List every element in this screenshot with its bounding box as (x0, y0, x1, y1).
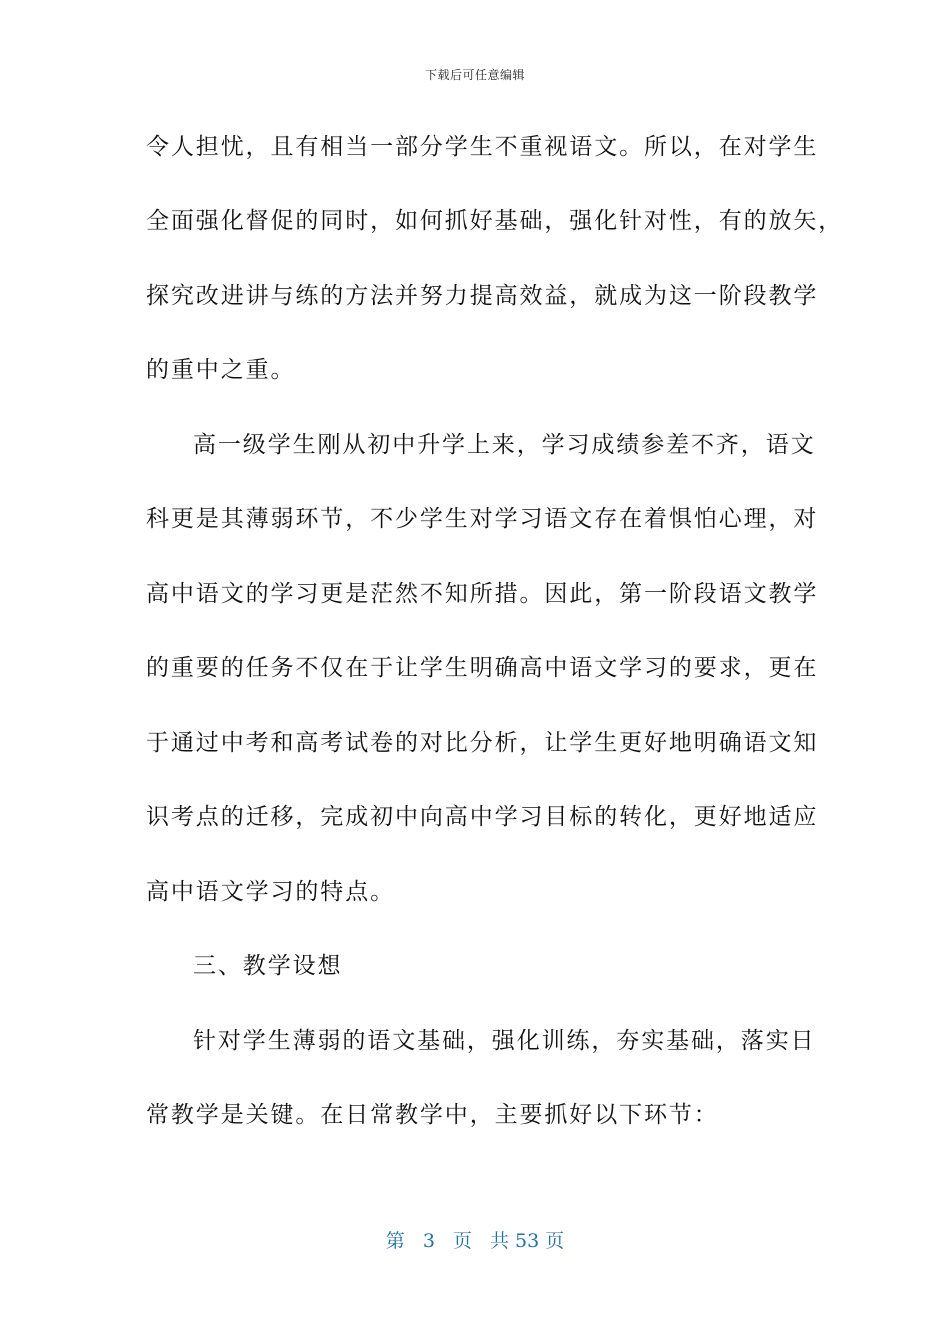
current-page-number: 3 (422, 1230, 435, 1252)
text-line: 于通过中考和高考试卷的对比分析，让学生更好地明确语文知 (146, 730, 819, 756)
footer-label-ye-total: 页 (545, 1230, 565, 1252)
text-line: 全面强化督促的同时，如何抓好基础，强化针对性，有的放矢， (146, 208, 844, 234)
text-line: 高中语文学习的特点。 (146, 879, 395, 905)
footer-label-ye: 页 (452, 1230, 472, 1252)
text-line: 科更是其薄弱环节，不少学生对学习语文存在着惧怕心理，对 (146, 506, 819, 532)
total-page-count: 53 (515, 1230, 540, 1252)
footer-label-gong: 共 (490, 1230, 510, 1252)
paragraph-first-line: 高一级学生刚从初中升学上来，学习成绩参差不齐，语文 (193, 432, 816, 458)
text-line: 常教学是关键。在日常教学中，主要抓好以下环节： (146, 1102, 719, 1128)
text-line: 探究改进讲与练的方法并努力提高效益，就成为这一阶段教学 (146, 283, 819, 309)
section-heading: 三、教学设想 (193, 953, 343, 979)
header-note: 下载后可任意编辑 (424, 68, 525, 82)
text-line: 的重要的任务不仅在于让学生明确高中语文学习的要求，更在 (146, 655, 819, 681)
footer-label-di: 第 (385, 1230, 405, 1252)
text-line: 高中语文的学习更是茫然不知所措。因此，第一阶段语文教学 (146, 581, 819, 607)
text-line: 识考点的迁移，完成初中向高中学习目标的转化，更好地适应 (146, 804, 819, 830)
text-line: 令人担忧，且有相当一部分学生不重视语文。所以，在对学生 (146, 134, 819, 160)
text-line: 的重中之重。 (146, 357, 296, 383)
page-footer (0, 1226, 950, 1253)
paragraph-first-line: 针对学生薄弱的语文基础，强化训练，夯实基础，落实日 (193, 1028, 816, 1054)
